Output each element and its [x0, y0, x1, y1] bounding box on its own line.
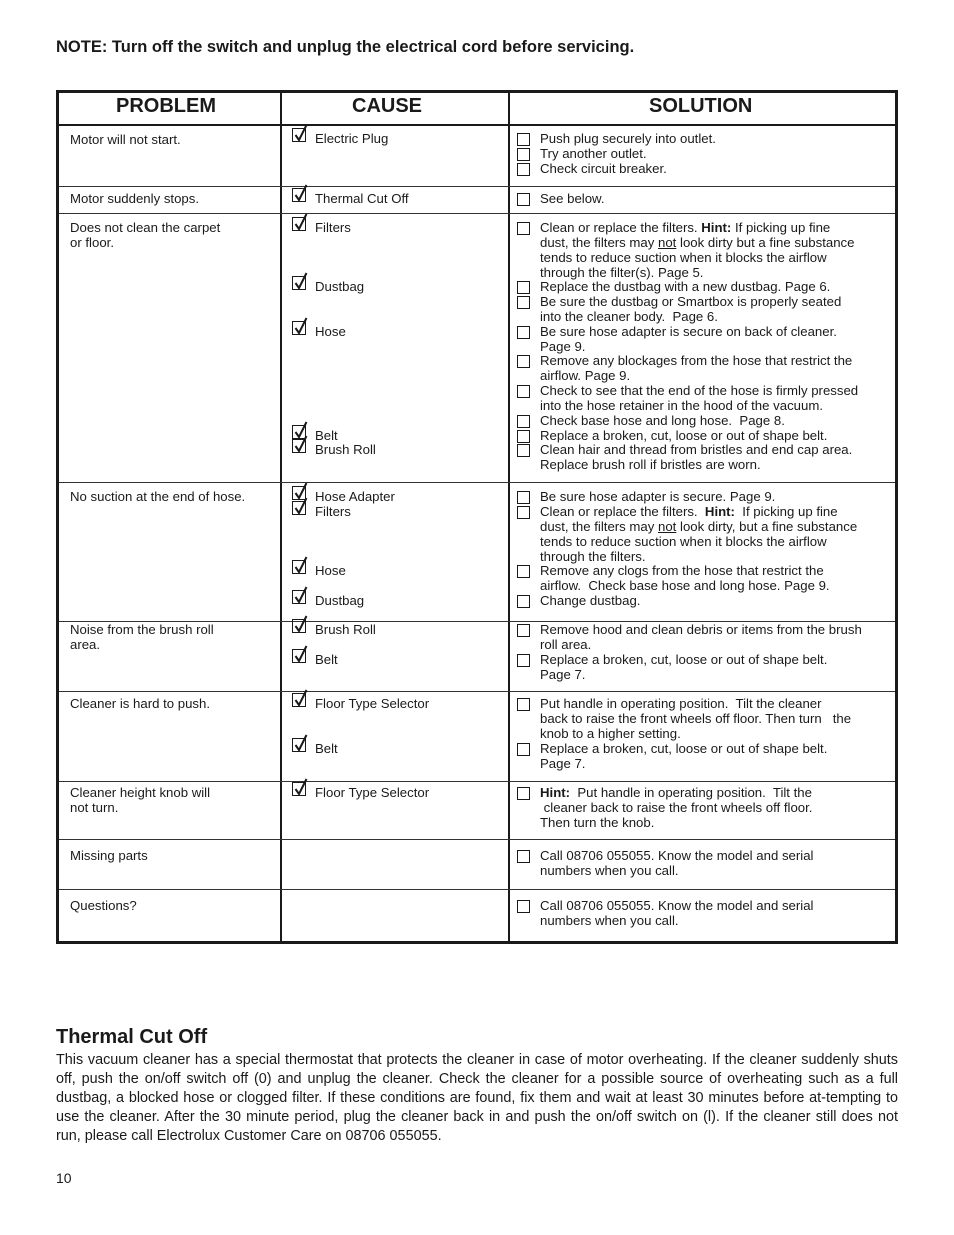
solution-line: Be sure the dustbag or Smartbox is properly seated into the cleaner body. Page 6.	[540, 294, 842, 324]
solution-text	[540, 564, 830, 594]
checked-checkbox-icon	[292, 217, 306, 231]
solution-checkbox[interactable]	[517, 385, 530, 398]
thermal-cut-off-paragraph: This vacuum cleaner has a special thermostat that protects the cleaner in case of motor overheating. If the cleaner suddenly shuts off, push the on/off switch off (0) and unplug the cleaner. Check the cleaner for a possible source of overheating such as a full dustbag, a blocked hose or clogged filter. If these conditions are found, fix them and wait at least 30 minutes before at-tempting to use the cleaner. After the 30 minute period, plug the cleaner back in and push the on/off switch on (l). If the cleaner still does not run, please call Electrolux Customer Care on 08706 055055.	[56, 1052, 898, 1144]
solution-line: Push plug securely into outlet.	[540, 131, 716, 146]
solution-line: look dirty, but a fine substance tends to reduce suction when it blocks the airflow through the filters.	[540, 518, 858, 564]
solution-line: Replace the dustbag with a new dustbag. Page 6.	[540, 279, 831, 294]
service-note: NOTE: Turn off the switch and unplug the electrical cord before servicing.	[56, 38, 635, 56]
cause-text: Filters	[315, 220, 351, 235]
solution-checkbox[interactable]	[517, 565, 530, 578]
solution-text	[540, 742, 827, 772]
cause-text: Brush Roll	[315, 622, 376, 637]
solution-checkbox[interactable]	[517, 787, 530, 800]
solution-text	[540, 192, 605, 207]
emphasis-not: not	[658, 518, 677, 534]
solution-line: Remove any blockages from the hose that restrict the airflow. Page 9.	[540, 353, 853, 383]
solution-text	[540, 653, 827, 683]
row-separator	[59, 124, 895, 126]
problem-text: Motor will not start.	[70, 132, 181, 147]
checked-checkbox-icon	[292, 501, 306, 515]
problem-text: Cleaner height knob will not turn.	[70, 785, 211, 815]
solution-text	[540, 443, 852, 473]
solution-line: Call 08706 055055. Know the model and serial numbers when you call.	[540, 848, 814, 878]
header-solution: SOLUTION	[649, 95, 753, 117]
solution-text	[540, 623, 862, 653]
row-separator	[59, 482, 895, 483]
solution-checkbox[interactable]	[517, 654, 530, 667]
cause-text: Belt	[315, 741, 338, 756]
solution-checkbox[interactable]	[517, 444, 530, 457]
solution-line: Put handle in operating position. Tilt the cleaner back to raise the front wheels off floor. Then turn the knob.	[540, 785, 813, 830]
solution-checkbox[interactable]	[517, 355, 530, 368]
cause-text: Electric Plug	[315, 131, 389, 146]
solution-line: Replace a broken, cut, loose or out of shape belt. Page 7.	[540, 741, 828, 771]
checked-checkbox-icon	[292, 188, 306, 202]
solution-checkbox[interactable]	[517, 326, 530, 339]
solution-checkbox[interactable]	[517, 222, 530, 235]
solution-checkbox[interactable]	[517, 133, 530, 146]
header-cause: CAUSE	[352, 95, 423, 117]
solution-line: If picking up fine dust, the filters may	[540, 504, 838, 534]
hint-label: Hint:	[540, 785, 571, 800]
solution-text	[540, 849, 813, 879]
solution-line: Check circuit breaker.	[540, 161, 667, 176]
solution-checkbox[interactable]	[517, 698, 530, 711]
problem-text: No suction at the end of hose.	[70, 489, 246, 504]
solution-checkbox[interactable]	[517, 595, 530, 608]
checked-checkbox-icon	[292, 560, 306, 574]
solution-text	[540, 505, 857, 565]
solution-checkbox[interactable]	[517, 148, 530, 161]
solution-checkbox[interactable]	[517, 506, 530, 519]
row-separator	[59, 186, 895, 187]
solution-checkbox[interactable]	[517, 430, 530, 443]
solution-line: Put handle in operating position. Tilt the cleaner back to raise the front wheels off floor. Then turn the knob to a higher setting.	[540, 696, 852, 741]
checked-checkbox-icon	[292, 276, 306, 290]
cause-text: Floor Type Selector	[315, 785, 430, 800]
cause-text: Dustbag	[315, 279, 365, 294]
cause-text: Filters	[315, 504, 351, 519]
solution-text	[540, 384, 858, 414]
cause-text: Hose	[315, 324, 346, 339]
solution-line: Check to see that the end of the hose is firmly pressed into the hose retainer in the hood of the vacuum.	[540, 383, 859, 413]
cause-text: Dustbag	[315, 593, 365, 608]
cause-text: Floor Type Selector	[315, 696, 430, 711]
solution-line: look dirty but a fine substance tends to reduce suction when it blocks the airflow through the filter(s). Page 5.	[540, 234, 855, 280]
solution-text	[540, 414, 785, 429]
solution-line: Remove any clogs from the hose that restrict the airflow. Check base hose and long hose. Page 9.	[540, 563, 830, 593]
checked-checkbox-icon	[292, 128, 306, 142]
solution-line: Be sure hose adapter is secure on back of cleaner. Page 9.	[540, 324, 837, 354]
solution-checkbox[interactable]	[517, 624, 530, 637]
checked-checkbox-icon	[292, 693, 306, 707]
solution-text	[540, 354, 852, 384]
row-separator	[59, 781, 895, 782]
checked-checkbox-icon	[292, 782, 306, 796]
thermal-cut-off-heading: Thermal Cut Off	[56, 1026, 208, 1048]
solution-line: See below.	[540, 191, 605, 206]
solution-line: If picking up fine dust, the filters may	[540, 220, 831, 250]
cause-text: Belt	[315, 428, 338, 443]
cause-text: Hose	[315, 563, 346, 578]
solution-line: Try another outlet.	[540, 146, 647, 161]
solution-line: Be sure hose adapter is secure. Page 9.	[540, 489, 776, 504]
solution-checkbox[interactable]	[517, 193, 530, 206]
solution-text	[540, 697, 851, 742]
row-separator	[59, 213, 895, 214]
solution-line: Call 08706 055055. Know the model and serial numbers when you call.	[540, 898, 814, 928]
solution-line: Replace a broken, cut, loose or out of shape belt.	[540, 428, 828, 443]
solution-checkbox[interactable]	[517, 900, 530, 913]
solution-line: Remove hood and clean debris or items from the brush roll area.	[540, 622, 862, 652]
cause-text: Hose Adapter	[315, 489, 395, 504]
checked-checkbox-icon	[292, 649, 306, 663]
solution-checkbox[interactable]	[517, 163, 530, 176]
solution-checkbox[interactable]	[517, 281, 530, 294]
solution-line: Clean or replace the filters.	[540, 504, 705, 519]
column-divider	[508, 93, 510, 941]
cause-text: Brush Roll	[315, 442, 376, 457]
solution-checkbox[interactable]	[517, 415, 530, 428]
row-separator	[59, 691, 895, 692]
problem-text: Noise from the brush roll area.	[70, 622, 214, 652]
solution-line: Check base hose and long hose. Page 8.	[540, 413, 785, 428]
header-problem: PROBLEM	[116, 95, 216, 117]
solution-text	[540, 490, 775, 505]
hint-label: Hint:	[701, 220, 732, 235]
solution-checkbox[interactable]	[517, 491, 530, 504]
solution-checkbox[interactable]	[517, 850, 530, 863]
solution-checkbox[interactable]	[517, 296, 530, 309]
problem-text: Cleaner is hard to push.	[70, 696, 211, 711]
solution-text	[540, 147, 647, 162]
page-number: 10	[56, 1170, 72, 1186]
solution-text	[540, 132, 716, 147]
problem-text: Questions?	[70, 898, 137, 913]
emphasis-not: not	[658, 234, 677, 250]
solution-text	[540, 325, 837, 355]
cause-text: Belt	[315, 652, 338, 667]
solution-text	[540, 280, 830, 295]
solution-text	[540, 786, 812, 831]
solution-text	[540, 221, 854, 281]
checked-checkbox-icon	[292, 321, 306, 335]
solution-checkbox[interactable]	[517, 743, 530, 756]
solution-text	[540, 594, 640, 609]
solution-text	[540, 162, 667, 177]
row-separator	[59, 839, 895, 840]
hint-label: Hint:	[704, 504, 735, 519]
checked-checkbox-icon	[292, 590, 306, 604]
checked-checkbox-icon	[292, 619, 306, 633]
checked-checkbox-icon	[292, 439, 306, 453]
column-divider	[280, 93, 282, 941]
row-separator	[59, 889, 895, 890]
checked-checkbox-icon	[292, 738, 306, 752]
problem-text: Motor suddenly stops.	[70, 191, 200, 206]
solution-text	[540, 295, 841, 325]
troubleshooting-table	[56, 90, 898, 944]
cause-text: Thermal Cut Off	[315, 191, 409, 206]
solution-line: Clean hair and thread from bristles and end cap area. Replace brush roll if bristles are worn.	[540, 442, 853, 472]
solution-line: Change dustbag.	[540, 593, 641, 608]
solution-text	[540, 899, 813, 929]
solution-line: Clean or replace the filters.	[540, 220, 702, 235]
problem-text: Does not clean the carpet or floor.	[70, 220, 221, 250]
solution-line: Replace a broken, cut, loose or out of shape belt. Page 7.	[540, 652, 828, 682]
problem-text: Missing parts	[70, 848, 148, 863]
